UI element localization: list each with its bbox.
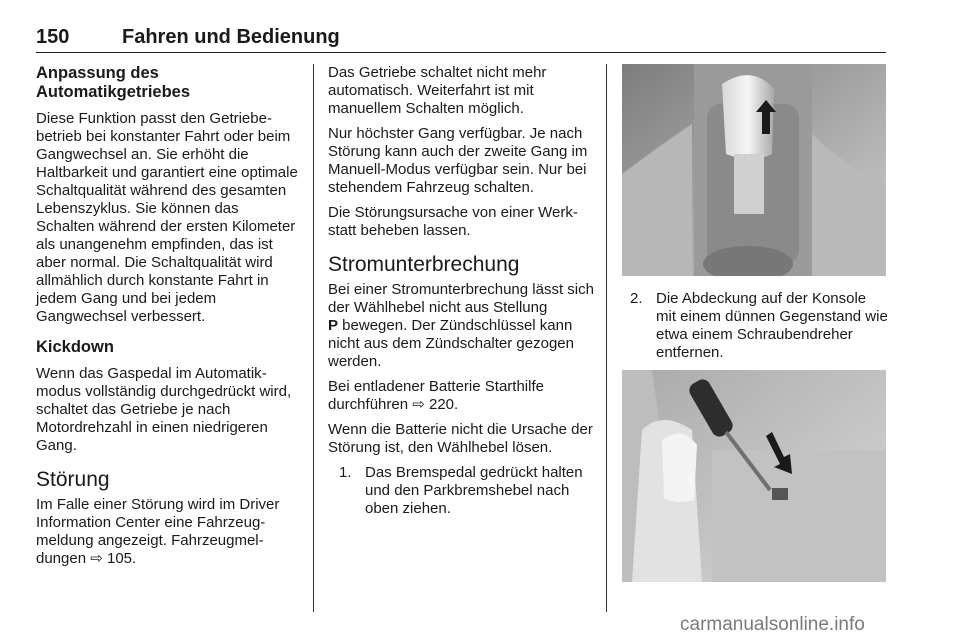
watermark: carmanualsonline.info — [680, 614, 865, 635]
page-ref-link[interactable]: ⇨ 105. — [90, 550, 137, 567]
heading-stoerung: Störung — [36, 468, 110, 491]
page-header — [36, 26, 886, 53]
console-cover-photo — [622, 370, 886, 582]
chapter-title: Fahren und Bedienung — [122, 26, 340, 48]
column-right — [622, 64, 888, 582]
page-ref-link[interactable]: ⇨ 220. — [412, 396, 459, 413]
list-item: 2. Die Abdeckung auf der Konsole mit einem dünnen Gegenstand wie etwa einem Schraubendreher entfernen. — [630, 290, 888, 361]
column-divider — [313, 64, 314, 612]
paragraph-kickdown: Wenn das Gaspedal im Automatikmodus vollständig durchgedrückt wird, schaltet das Getriebe je nach Motordrehzahl in einen niedrigeren Gang. — [36, 365, 292, 454]
column-middle — [328, 64, 594, 518]
heading-stromunterbrechung: Stromunterbrechung — [328, 253, 520, 276]
heading-kickdown: Kickdown — [36, 338, 114, 356]
paragraph-stoerung: Im Falle einer Störung wird im Driver Information Center eine Fahrzeugmeldung angezeigt. Fahrzeugmeldungen ⇨ 105. — [36, 496, 280, 567]
gear-lever-photo — [622, 64, 886, 276]
heading-anpassung: Anpassung des Automatikgetriebes — [36, 64, 191, 101]
paragraph-starthilfe: Bei entladener Batterie Starthilfe durchführen ⇨ 220. — [328, 378, 544, 413]
gear-position-p: P — [328, 317, 339, 334]
paragraph-anpassung: Diese Funktion passt den Getriebebetrieb bei konstanter Fahrt oder beim Gangwechsel an. Sie erhöht die Haltbarkeit und garantiert eine optimale Schaltqualität während des gesamten Lebenszyklus. Sie können das Schalten während der ersten Kilometer als unangenehm empfinden, das ist aber normal. Die Schaltqualität wird allmählich durch konstante Fahrt in jedem Gang und bei jedem Gangwechsel verbessert. — [36, 110, 298, 325]
steps-list — [328, 464, 594, 518]
screwdriver-illustration — [622, 370, 886, 582]
gear-lever-illustration — [622, 64, 886, 276]
column-divider — [606, 64, 607, 612]
column-left — [36, 64, 298, 575]
arrow-right-icon: ⇨ — [412, 396, 425, 413]
arrow-right-icon: ⇨ — [90, 550, 103, 567]
paragraph-getriebe: Das Getriebe schaltet nicht mehr automatisch. Weiterfahrt ist mit manuellem Schalten möglich. — [328, 64, 547, 117]
paragraph-stromunterbrechung: Bei einer Stromunterbrechung lässt sich der Wählhebel nicht aus Stellung P bewegen. Der Zündschlüssel kann nicht aus dem Zündschalter gezogen werden. — [328, 281, 594, 370]
paragraph-hoechster-gang: Nur höchster Gang verfügbar. Je nach Störung kann auch der zweite Gang im Manuell-Modus verfügbar sein. Nur bei stehendem Fahrzeug schalten. — [328, 125, 588, 196]
paragraph-waehlhebel: Wenn die Batterie nicht die Ursache der Störung ist, den Wählhebel lösen. — [328, 421, 593, 456]
steps-list — [622, 290, 888, 362]
page-number: 150 — [36, 26, 70, 48]
paragraph-werkstatt: Die Störungsursache von einer Werkstatt beheben lassen. — [328, 204, 578, 239]
list-item: 1. Das Bremspedal gedrückt halten und den Parkbremshebel nach oben ziehen. — [339, 464, 583, 517]
